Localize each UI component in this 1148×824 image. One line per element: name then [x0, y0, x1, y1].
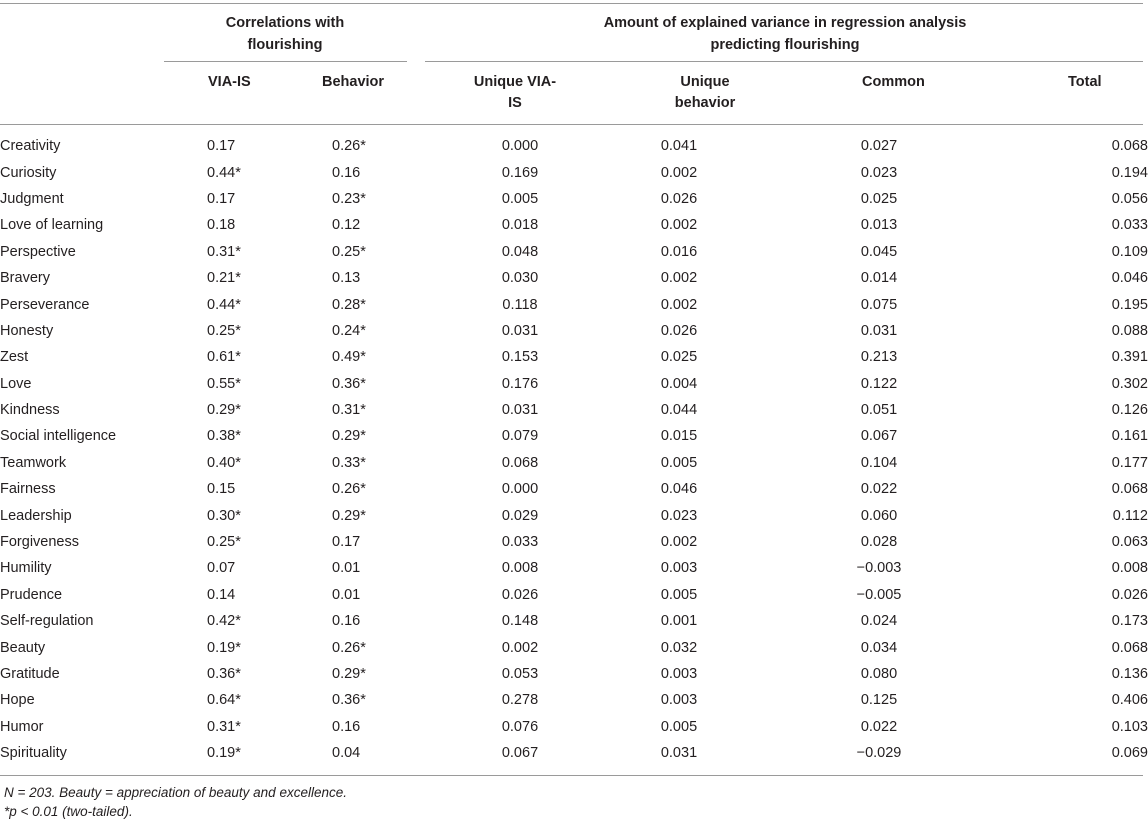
cell-unique-behavior: 0.026	[660, 322, 698, 339]
cell-total: 0.161	[1111, 428, 1148, 445]
cell-behavior: 0.29*	[332, 428, 366, 445]
cell-behavior: 0.01	[332, 560, 361, 577]
cell-total: 0.195	[1111, 296, 1148, 313]
cell-total: 0.008	[1111, 560, 1148, 577]
cell-common: 0.034	[860, 639, 898, 656]
cell-behavior: 0.36*	[332, 692, 366, 709]
cell-unique-via-is: 0.031	[501, 402, 539, 419]
cell-common: 0.023	[860, 164, 898, 181]
cell-unique-behavior: 0.025	[660, 349, 698, 366]
cell-unique-behavior: 0.031	[660, 745, 698, 762]
cell-behavior: 0.12	[332, 217, 361, 234]
cell-total: 0.068	[1111, 138, 1148, 155]
cell-unique-behavior: 0.023	[660, 507, 698, 524]
table-row	[0, 291, 1148, 317]
cell-total: 0.056	[1111, 190, 1148, 207]
cell-via-is: 0.07	[207, 560, 236, 577]
table-row	[0, 740, 1148, 766]
row-label: Creativity	[0, 138, 61, 155]
table-row	[0, 239, 1148, 265]
table-row	[0, 186, 1148, 212]
footnote-significance: *p < 0.01 (two-tailed).	[4, 804, 133, 819]
table-row	[0, 265, 1148, 291]
cell-common: 0.031	[860, 322, 898, 339]
cell-via-is: 0.44*	[207, 296, 241, 313]
cell-total: 0.406	[1111, 692, 1148, 709]
cell-via-is: 0.55*	[207, 375, 241, 392]
row-label: Fairness	[0, 481, 56, 498]
cell-unique-behavior: 0.001	[660, 613, 698, 630]
row-label: Humility	[0, 560, 52, 577]
cell-unique-behavior: 0.002	[660, 270, 698, 287]
col-header-behavior: Behavior	[322, 74, 385, 90]
cell-behavior: 0.29*	[332, 507, 366, 524]
row-label: Love	[0, 375, 32, 392]
header-bottom-rule	[0, 124, 1143, 125]
table-row	[0, 371, 1148, 397]
cell-common: 0.022	[860, 481, 898, 498]
cell-total: 0.112	[1112, 507, 1148, 524]
cell-common: 0.067	[860, 428, 898, 445]
cell-total: 0.136	[1111, 666, 1148, 682]
cell-via-is: 0.31*	[207, 718, 241, 735]
cell-via-is: 0.31*	[207, 243, 241, 260]
cell-via-is: 0.19*	[207, 745, 241, 762]
cell-unique-behavior: 0.026	[660, 190, 698, 207]
col-header-unique-behavior: Unique behavior	[674, 74, 736, 111]
cell-common: −0.003	[856, 560, 902, 577]
group-header-correlations: Correlations with flourishing	[225, 15, 345, 53]
cell-unique-behavior: 0.041	[660, 138, 698, 155]
table-row	[0, 529, 1148, 555]
table-row	[0, 714, 1148, 740]
cell-unique-via-is: 0.000	[501, 481, 539, 498]
cell-total: 0.103	[1111, 718, 1148, 735]
cell-unique-via-is: 0.153	[501, 349, 539, 366]
cell-via-is: 0.44*	[207, 164, 241, 181]
row-label: Spirituality	[0, 745, 67, 762]
cell-via-is: 0.18	[207, 217, 236, 234]
cell-unique-behavior: 0.003	[660, 692, 698, 709]
cell-unique-via-is: 0.031	[501, 322, 539, 339]
cell-unique-behavior: 0.002	[660, 296, 698, 313]
cell-total: 0.068	[1111, 481, 1148, 498]
row-label: Self-regulation	[0, 613, 94, 630]
cell-total: 0.391	[1111, 349, 1148, 366]
row-label: Honesty	[0, 322, 54, 339]
cell-total: 0.046	[1111, 270, 1148, 287]
table-row	[0, 318, 1148, 344]
cell-via-is: 0.36*	[207, 666, 241, 682]
cell-unique-via-is: 0.068	[501, 454, 539, 471]
cell-unique-via-is: 0.067	[501, 745, 539, 762]
cell-unique-via-is: 0.033	[501, 534, 539, 551]
cell-via-is: 0.29*	[207, 402, 241, 419]
row-label: Kindness	[0, 402, 60, 419]
row-label: Leadership	[0, 507, 72, 524]
cell-common: −0.005	[856, 586, 902, 603]
table-row	[0, 582, 1148, 608]
table-row	[0, 344, 1148, 370]
cell-common: 0.028	[860, 534, 898, 551]
cell-behavior: 0.31*	[332, 402, 366, 419]
col-header-unique-via-is: Unique VIA-IS	[473, 74, 557, 111]
row-label: Forgiveness	[0, 534, 79, 551]
table-row	[0, 502, 1148, 528]
cell-common: 0.122	[860, 375, 898, 392]
cell-via-is: 0.14	[207, 586, 236, 603]
group-rule-correlations	[164, 61, 407, 62]
cell-total: 0.033	[1111, 217, 1148, 234]
cell-via-is: 0.15	[207, 481, 236, 498]
cell-total: 0.109	[1111, 243, 1148, 260]
cell-unique-behavior: 0.003	[660, 560, 698, 577]
cell-behavior: 0.16	[332, 613, 361, 630]
cell-via-is: 0.61*	[207, 349, 241, 366]
row-label: Perseverance	[0, 296, 90, 313]
col-header-common: Common	[862, 74, 925, 90]
footnote-sample: N = 203. Beauty = appreciation of beauty and excellence.	[4, 785, 347, 800]
cell-behavior: 0.25*	[332, 243, 366, 260]
cell-total: 0.069	[1111, 745, 1148, 762]
cell-via-is: 0.19*	[207, 639, 241, 656]
cell-behavior: 0.26*	[332, 481, 366, 498]
row-label: Curiosity	[0, 164, 57, 181]
cell-unique-behavior: 0.046	[660, 481, 698, 498]
cell-unique-via-is: 0.048	[501, 243, 539, 260]
row-label: Bravery	[0, 270, 50, 287]
cell-behavior: 0.33*	[332, 454, 366, 471]
cell-behavior: 0.28*	[332, 296, 366, 313]
cell-unique-behavior: 0.002	[660, 534, 698, 551]
table-top-rule	[0, 3, 1143, 4]
cell-behavior: 0.26*	[332, 138, 366, 155]
cell-total: 0.063	[1111, 534, 1148, 551]
cell-behavior: 0.01	[332, 586, 361, 603]
cell-total: 0.302	[1111, 375, 1148, 392]
cell-unique-behavior: 0.016	[660, 243, 698, 260]
cell-unique-behavior: 0.015	[660, 428, 698, 445]
row-label: Love of learning	[0, 217, 104, 234]
table-row	[0, 687, 1148, 713]
table-row	[0, 212, 1148, 238]
cell-unique-behavior: 0.032	[660, 639, 698, 656]
cell-unique-via-is: 0.005	[501, 190, 539, 207]
cell-via-is: 0.25*	[207, 322, 241, 339]
cell-via-is: 0.21*	[207, 270, 241, 287]
cell-unique-behavior: 0.005	[660, 586, 698, 603]
group-rule-variance	[425, 61, 1143, 62]
cell-behavior: 0.16	[332, 718, 361, 735]
cell-via-is: 0.25*	[207, 534, 241, 551]
cell-behavior: 0.04	[332, 745, 361, 762]
cell-common: 0.075	[860, 296, 898, 313]
cell-via-is: 0.64*	[207, 692, 241, 709]
cell-common: 0.025	[860, 190, 898, 207]
cell-via-is: 0.30*	[207, 507, 241, 524]
cell-unique-via-is: 0.278	[501, 692, 539, 709]
row-label: Humor	[0, 718, 44, 735]
cell-behavior: 0.17	[332, 534, 361, 551]
table-row	[0, 133, 1148, 159]
cell-common: 0.213	[860, 349, 898, 366]
cell-behavior: 0.36*	[332, 375, 366, 392]
row-label: Teamwork	[0, 454, 67, 471]
cell-behavior: 0.23*	[332, 190, 366, 207]
cell-behavior: 0.26*	[332, 639, 366, 656]
col-header-via-is: VIA-IS	[208, 74, 251, 90]
cell-unique-via-is: 0.002	[501, 639, 539, 656]
cell-common: 0.045	[860, 243, 898, 260]
cell-via-is: 0.38*	[207, 428, 241, 445]
cell-common: 0.104	[860, 454, 898, 471]
cell-total: 0.068	[1111, 639, 1148, 656]
cell-total: 0.126	[1111, 402, 1148, 419]
cell-behavior: 0.29*	[332, 666, 366, 682]
cell-unique-via-is: 0.018	[501, 217, 539, 234]
cell-common: −0.029	[856, 745, 902, 762]
row-label: Beauty	[0, 639, 46, 656]
cell-unique-behavior: 0.044	[660, 402, 698, 419]
cell-unique-via-is: 0.053	[501, 666, 539, 682]
table-row	[0, 159, 1148, 185]
table-row	[0, 555, 1148, 581]
cell-total: 0.194	[1111, 164, 1148, 181]
cell-unique-behavior: 0.004	[660, 375, 698, 392]
row-label: Judgment	[0, 190, 64, 207]
cell-common: 0.014	[860, 270, 898, 287]
cell-unique-via-is: 0.169	[501, 164, 539, 181]
cell-unique-via-is: 0.026	[501, 586, 539, 603]
cell-unique-via-is: 0.000	[501, 138, 539, 155]
cell-via-is: 0.40*	[207, 454, 241, 471]
cell-total: 0.173	[1111, 613, 1148, 630]
cell-unique-via-is: 0.029	[501, 507, 539, 524]
row-label: Hope	[0, 692, 35, 709]
cell-unique-via-is: 0.008	[501, 560, 539, 577]
row-label: Gratitude	[0, 666, 60, 682]
row-label: Zest	[0, 349, 29, 366]
row-label: Social intelligence	[0, 428, 117, 445]
cell-total: 0.177	[1111, 454, 1148, 471]
cell-unique-behavior: 0.005	[660, 454, 698, 471]
cell-via-is: 0.42*	[207, 613, 241, 630]
table-row	[0, 397, 1148, 423]
row-label: Prudence	[0, 586, 63, 603]
cell-via-is: 0.17	[207, 190, 236, 207]
cell-unique-behavior: 0.005	[660, 718, 698, 735]
table-row	[0, 423, 1148, 449]
cell-unique-via-is: 0.118	[502, 296, 538, 313]
cell-via-is: 0.17	[207, 138, 236, 155]
table-row	[0, 476, 1148, 502]
cell-common: 0.080	[860, 666, 898, 682]
table-row	[0, 450, 1148, 476]
cell-unique-behavior: 0.002	[660, 164, 698, 181]
cell-behavior: 0.13	[332, 270, 361, 287]
cell-unique-behavior: 0.003	[660, 666, 698, 682]
cell-total: 0.088	[1111, 322, 1148, 339]
cell-behavior: 0.16	[332, 164, 361, 181]
cell-behavior: 0.24*	[332, 322, 366, 339]
cell-common: 0.060	[860, 507, 898, 524]
row-label: Perspective	[0, 243, 76, 260]
col-header-total: Total	[1068, 74, 1102, 90]
cell-total: 0.026	[1111, 586, 1148, 603]
cell-unique-via-is: 0.076	[501, 718, 539, 735]
table-row	[0, 608, 1148, 634]
data-table	[0, 133, 1148, 766]
cell-common: 0.013	[860, 217, 898, 234]
cell-common: 0.022	[860, 718, 898, 735]
table-row	[0, 634, 1148, 660]
cell-unique-via-is: 0.176	[501, 375, 539, 392]
cell-common: 0.125	[860, 692, 898, 709]
table-row	[0, 661, 1148, 687]
table-bottom-rule	[0, 775, 1143, 776]
cell-unique-via-is: 0.079	[501, 428, 539, 445]
cell-common: 0.027	[860, 138, 898, 155]
cell-unique-behavior: 0.002	[660, 217, 698, 234]
group-header-variance: Amount of explained variance in regression analysis predicting flourishing	[603, 15, 967, 53]
cell-common: 0.051	[860, 402, 898, 419]
cell-behavior: 0.49*	[332, 349, 366, 366]
cell-common: 0.024	[860, 613, 898, 630]
cell-unique-via-is: 0.148	[501, 613, 539, 630]
cell-unique-via-is: 0.030	[501, 270, 539, 287]
